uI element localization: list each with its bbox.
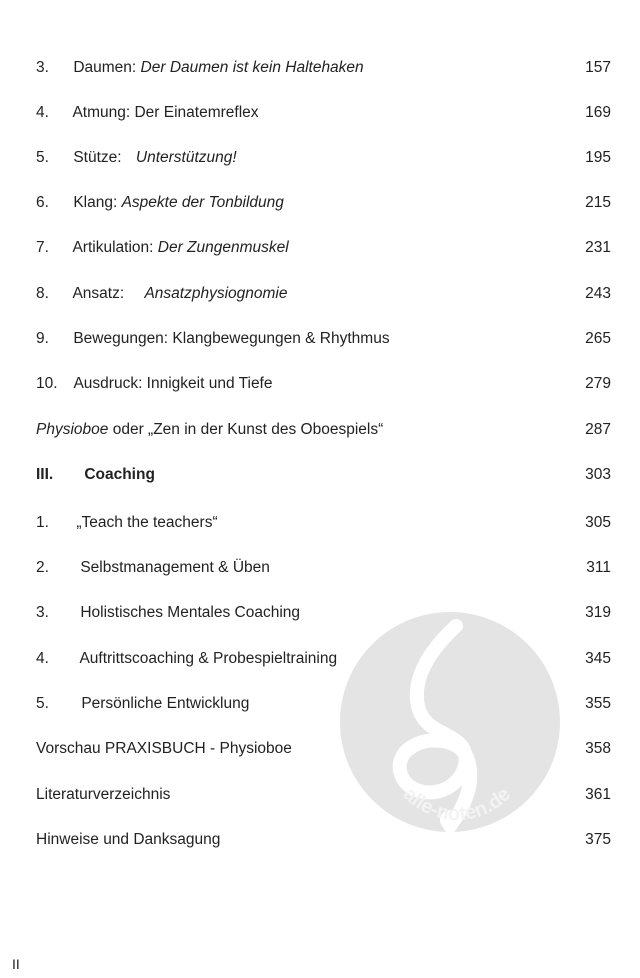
toc-page: 215 <box>585 194 611 211</box>
toc-page: 358 <box>585 740 611 757</box>
toc-title-italic: Physioboe <box>36 421 109 438</box>
toc-entry <box>36 101 611 125</box>
watermark-text: alle-noten.de <box>398 783 516 826</box>
toc-number: 1. <box>36 514 49 531</box>
toc-number: 9. <box>36 330 49 347</box>
toc-entry <box>36 282 611 306</box>
toc-title: Auftrittscoaching & Probespieltraining <box>79 650 338 667</box>
toc-page: 279 <box>585 375 611 392</box>
toc-number: 7. <box>36 239 49 256</box>
toc-title: „Teach the teachers“ <box>76 514 218 531</box>
toc-page: 231 <box>585 239 611 256</box>
toc-title: Coaching <box>84 466 155 483</box>
toc-page: 319 <box>585 604 611 621</box>
page-number-footer: II <box>12 956 20 972</box>
toc-page: 375 <box>585 831 611 848</box>
toc-title: oder „Zen in der Kunst des Oboespiels“ <box>112 421 384 438</box>
toc-number: III. <box>36 466 54 483</box>
toc-title: Artikulation: <box>72 239 154 256</box>
toc-entry <box>36 418 611 442</box>
toc-number: 5. <box>36 695 49 712</box>
toc-title: Daumen: <box>73 59 137 76</box>
toc-title: Persönliche Entwicklung <box>81 695 250 712</box>
toc-number: 5. <box>36 149 49 166</box>
toc-title: Selbstmanagement & Üben <box>80 559 270 576</box>
toc-page: 355 <box>585 695 611 712</box>
toc-title: Literaturverzeichnis <box>36 786 171 803</box>
toc-entry <box>36 191 611 215</box>
toc-subtitle: Ansatzphysiognomie <box>144 285 288 302</box>
toc-entry <box>36 692 611 716</box>
toc-number: 3. <box>36 59 49 76</box>
toc-entry <box>36 56 611 80</box>
toc-title: Vorschau PRAXISBUCH - Physioboe <box>36 740 292 757</box>
toc-title: Hinweise und Danksagung <box>36 831 221 848</box>
toc-number: 4. <box>36 650 49 667</box>
toc-page: 361 <box>585 786 611 803</box>
toc-title: Ausdruck: Innigkeit und Tiefe <box>73 375 273 392</box>
toc-title: Bewegungen: Klangbewegungen & Rhythmus <box>73 330 390 347</box>
toc-page: 195 <box>585 149 611 166</box>
toc-page: 169 <box>585 104 611 121</box>
toc-title: Stütze: <box>73 149 122 166</box>
toc-entry <box>36 236 611 260</box>
toc-entry <box>36 601 611 625</box>
toc-number: 8. <box>36 285 49 302</box>
toc-entry <box>36 511 611 535</box>
toc-subtitle: Unterstützung! <box>135 149 237 166</box>
toc-entry <box>36 647 611 671</box>
toc-page: 305 <box>585 514 611 531</box>
toc-number: 4. <box>36 104 49 121</box>
toc-number: 10. <box>36 375 58 392</box>
toc-subtitle: Der Zungenmuskel <box>157 239 289 256</box>
toc-entry <box>36 327 611 351</box>
toc-title: Atmung: Der Einatemreflex <box>72 104 259 121</box>
toc-entry <box>36 783 611 807</box>
toc-page: 265 <box>585 330 611 347</box>
toc-entry <box>36 372 611 396</box>
toc-subtitle: Der Daumen ist kein Haltehaken <box>140 59 364 76</box>
toc-section-heading <box>36 463 611 487</box>
toc-number: 2. <box>36 559 49 576</box>
toc-page: 311 <box>586 559 611 576</box>
toc-subtitle: Aspekte der Tonbildung <box>121 194 284 211</box>
toc-entry <box>36 737 611 761</box>
toc-page: 157 <box>585 59 611 76</box>
toc-page: 345 <box>585 650 611 667</box>
toc-entry <box>36 828 611 852</box>
toc-title: Ansatz: <box>72 285 125 302</box>
toc-number: 6. <box>36 194 49 211</box>
toc-title: Holistisches Mentales Coaching <box>80 604 300 621</box>
toc-page: 243 <box>585 285 611 302</box>
toc-title: Klang: <box>73 194 118 211</box>
toc-page: 287 <box>585 421 611 438</box>
toc-page: 303 <box>585 466 611 483</box>
toc-number: 3. <box>36 604 49 621</box>
toc-entry <box>36 146 611 170</box>
toc-entry <box>36 556 611 580</box>
